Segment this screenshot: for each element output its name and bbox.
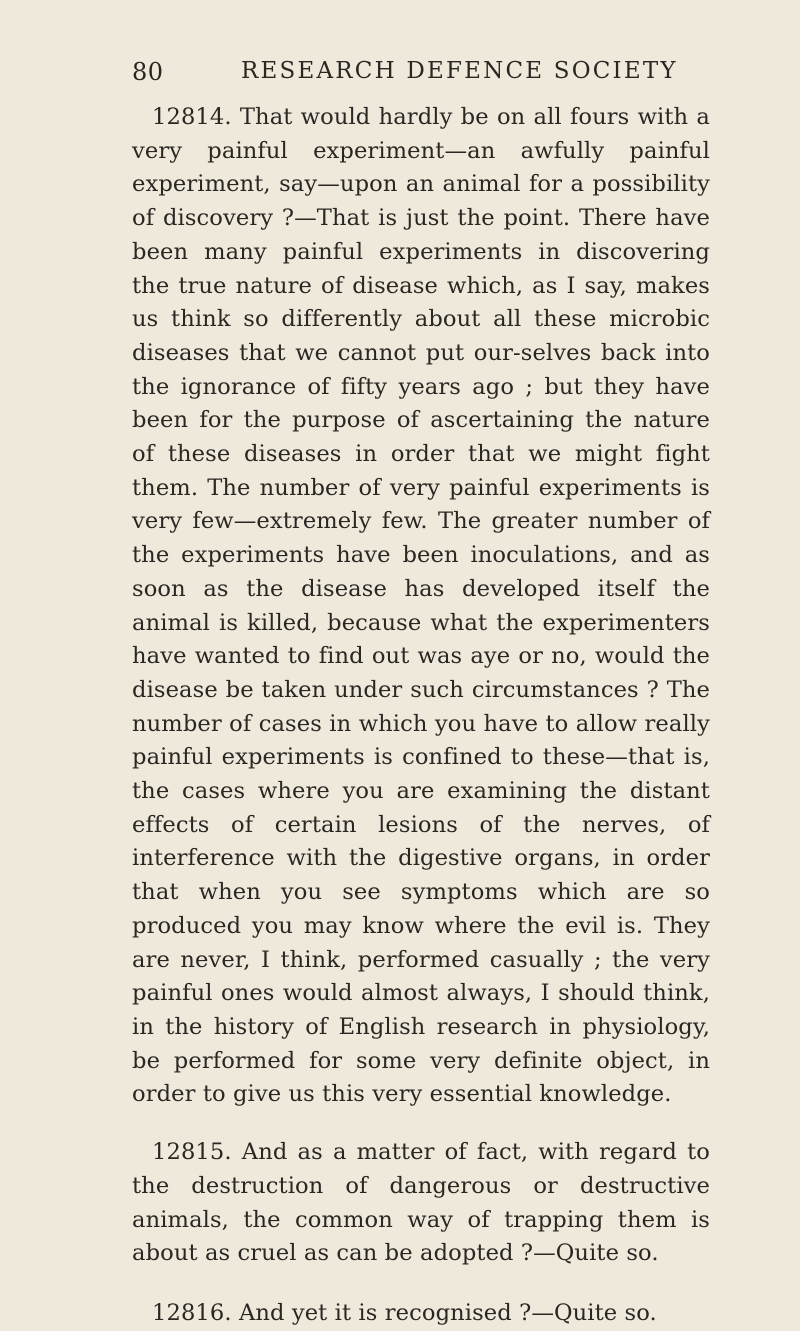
running-head: RESEARCH DEFENCE SOCIETY	[241, 58, 678, 84]
paragraph-12814: 12814. That would hardly be on all fours with a very painful experiment—an awfully painful experiment, say—upon an animal for a possibility of discovery ?—That is just the point. There have been many painful experiments in discovering the true nature of disease which, as I say, makes us think so differently about all these microbic diseases that we cannot put our-selves back into the ignorance of fifty years ago ; but they have been for the purpose of ascertaining the nature of these diseases in order that we might fight them. The number of very painful experiments is very few—extremely few. The greater number of the experiments have been inoculations, and as soon as the disease has developed itself the animal is killed, because what the experimenters have wanted to find out was aye or no, would the disease be taken under such circumstances ? The number of cases in which you have to allow really painful experiments is confined to these—that is, the cases where you are examining the distant effects of certain lesions of the nerves, of interference with the digestive organs, in order that when you see symptoms which are so produced you may know where the evil is. They are never, I think, performed casually ; the very painful ones would almost always, I should think, in the history of English research in physiology, be performed for some very definite object, in order to give us this very essential knowledge.	[132, 104, 710, 1108]
body-text	[132, 101, 710, 1331]
page-number: 80	[132, 58, 164, 86]
paragraph-12815: 12815. And as a matter of fact, with regard to the destruction of dangerous or destructive animals, the common way of trapping them is about as cruel as can be adopted ?—Quite so.	[132, 1139, 710, 1267]
paragraph-12816: 12816. And yet it is recognised ?—Quite so.	[152, 1299, 657, 1326]
page-header	[0, 58, 800, 98]
